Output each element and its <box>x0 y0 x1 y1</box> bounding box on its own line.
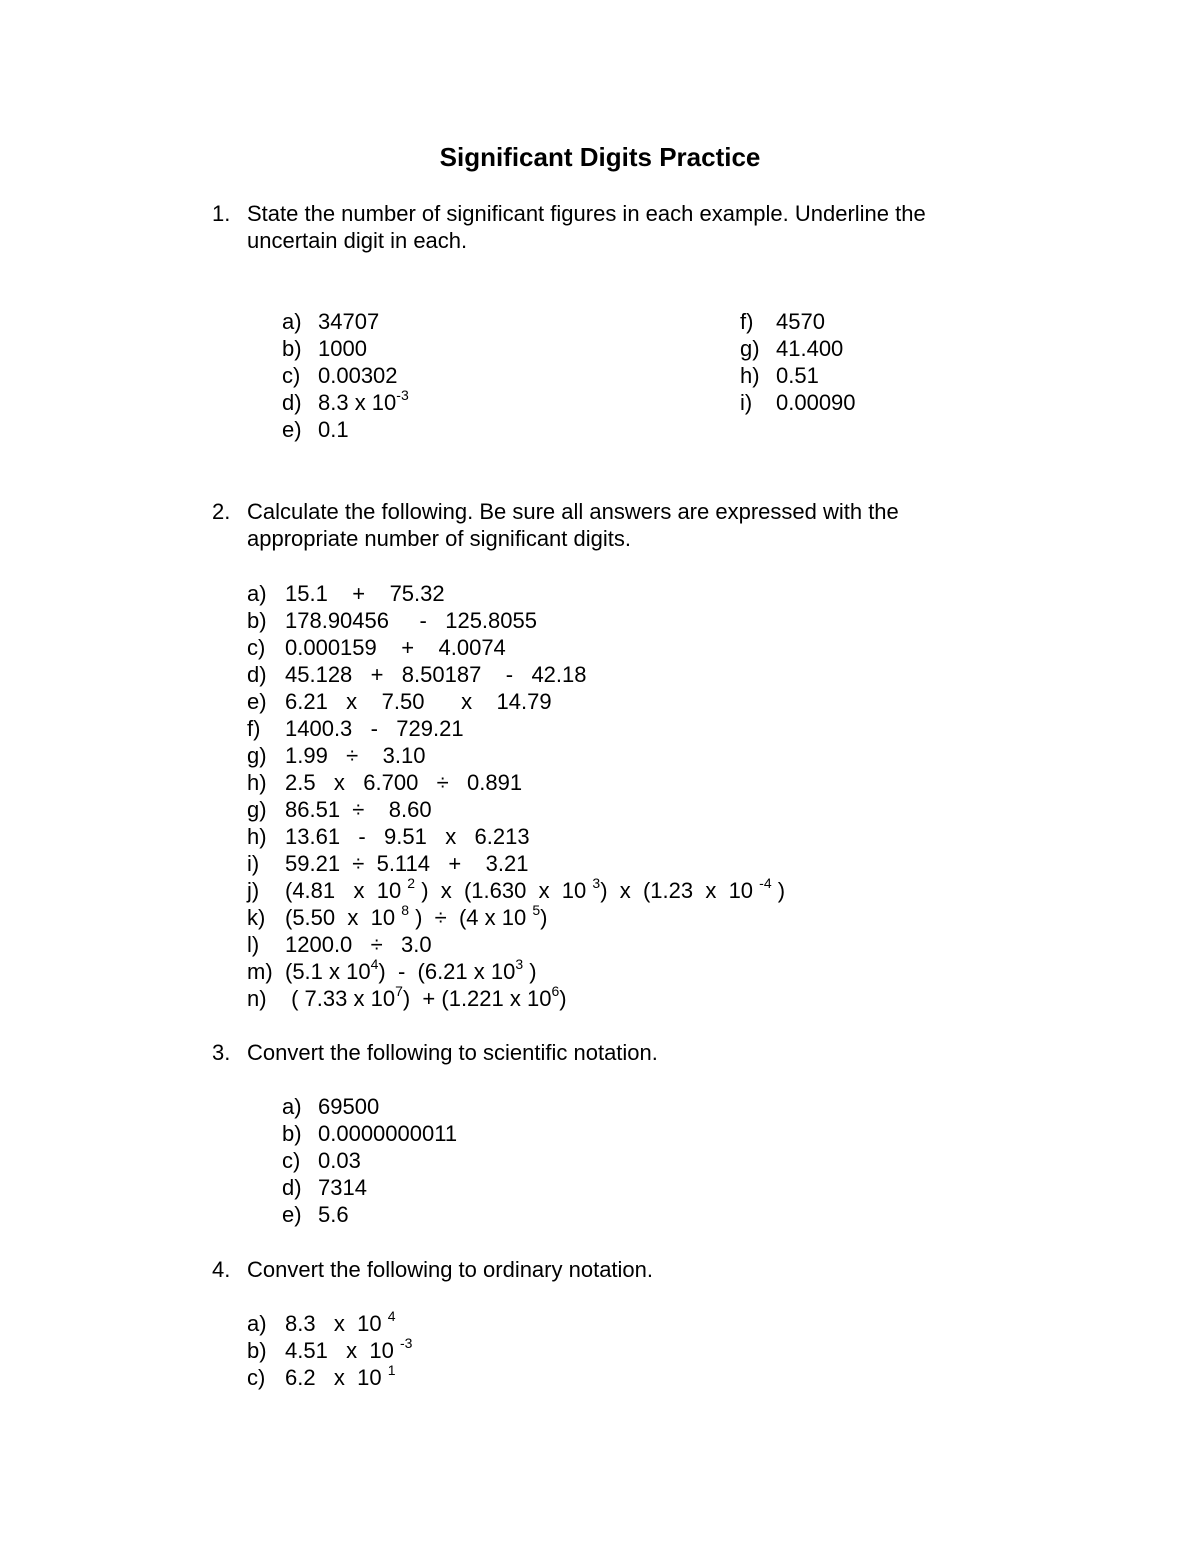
item-expression: 0.0000000011 <box>318 1121 458 1146</box>
list-item <box>247 661 587 688</box>
exponent: 2 <box>407 874 416 891</box>
item-label: e) <box>282 1202 302 1227</box>
list-item <box>247 1334 413 1364</box>
item-label: c) <box>282 1148 301 1173</box>
exponent: 1 <box>387 1361 396 1378</box>
list-item <box>282 335 367 362</box>
list-item <box>282 1093 379 1120</box>
item-expression: 86.51 ÷ 8.60 <box>285 797 432 822</box>
item-expression: (5.1 x $10^4) - (6.21$ x $10^3$ ) <box>285 955 537 984</box>
exponent: -4 <box>759 874 772 891</box>
list-item <box>247 769 522 796</box>
question-text: Convert the following to scientific notation. <box>247 1040 658 1065</box>
exponent: -3 <box>396 386 409 403</box>
item-label: b) <box>282 336 302 361</box>
item-expression: 41.400 <box>776 336 844 361</box>
item-expression: (5.50 x 10 $^8$ ) ÷ (4 x 10 $^5$) <box>285 901 548 930</box>
item-label: i) <box>740 390 753 415</box>
item-expression: 1400.3 - 729.21 <box>285 716 464 741</box>
item-expression: 1.99 ÷ 3.10 <box>285 743 426 768</box>
item-label: h) <box>740 363 760 388</box>
item-label: h) <box>247 770 267 795</box>
list-item <box>740 389 856 416</box>
item-label: d) <box>247 662 267 687</box>
item-expression: 1000 <box>318 336 367 361</box>
item-label: c) <box>282 363 301 388</box>
item-expression: 0.000159 + 4.0074 <box>285 635 506 660</box>
item-label: c) <box>247 1365 266 1390</box>
list-item <box>247 1361 396 1391</box>
item-expression: 8.3 x $10^{-3}$ <box>318 386 409 415</box>
item-expression: 13.61 - 9.51 x 6.213 <box>285 824 530 849</box>
item-label: b) <box>247 1338 267 1363</box>
item-label: j) <box>247 878 260 903</box>
list-item <box>282 308 379 335</box>
list-item <box>247 850 528 877</box>
item-label: h) <box>247 824 267 849</box>
list-item <box>740 335 843 362</box>
question-number: 1. <box>212 201 231 226</box>
item-expression: ( 7.33 x $10^7) + (1.221$ x $10^6$) <box>285 982 567 1011</box>
item-label: g) <box>247 743 267 768</box>
item-expression: 7314 <box>318 1175 367 1200</box>
item-expression: 0.1 <box>318 417 349 442</box>
question-text: Calculate the following. Be sure all answers are expressed with the appropriate number of significant digits. <box>247 499 899 551</box>
item-expression: (4.81 x 10 $^2$ ) x (1.630 x 10 $^3$) x (1.23 x 10 $^{-4}$ ) <box>285 874 786 903</box>
question-number: 2. <box>212 499 231 524</box>
item-label: d) <box>282 390 302 415</box>
item-expression: 0.03 <box>318 1148 361 1173</box>
list-item <box>282 1174 367 1201</box>
item-expression: 45.128 + 8.50187 - 42.18 <box>285 662 587 687</box>
question-number: 3. <box>212 1040 231 1065</box>
exponent: 8 <box>401 901 409 918</box>
exponent: 4 <box>387 1307 396 1324</box>
item-expression: 6.21 x 7.50 x 14.79 <box>285 689 552 714</box>
item-expression: 15.1 + 75.32 <box>285 581 445 606</box>
list-item <box>247 580 445 607</box>
list-item <box>247 796 432 823</box>
item-label: b) <box>282 1121 302 1146</box>
item-label: g) <box>740 336 760 361</box>
list-item <box>740 308 825 335</box>
item-expression: 69500 <box>318 1094 380 1119</box>
list-item <box>282 362 398 389</box>
list-item <box>247 823 530 850</box>
exponent: 4 <box>370 955 379 972</box>
item-expression: 0.51 <box>776 363 819 388</box>
exponent: -3 <box>399 1334 413 1351</box>
exponent: 3 <box>592 874 601 891</box>
list-item <box>247 715 464 742</box>
list-item <box>247 1307 396 1337</box>
list-item <box>282 416 349 443</box>
item-expression: 34707 <box>318 309 380 334</box>
list-item <box>282 1201 349 1228</box>
item-expression: 0.00090 <box>776 390 856 415</box>
item-expression: 2.5 x 6.700 ÷ 0.891 <box>285 770 523 795</box>
list-item <box>282 1120 457 1147</box>
list-item <box>282 1147 361 1174</box>
exponent: 5 <box>532 901 541 918</box>
item-label: i) <box>247 851 260 876</box>
item-expression: 1200.0 ÷ 3.0 <box>285 932 432 957</box>
exponent: 7 <box>395 982 403 999</box>
question-text: Convert the following to ordinary notation. <box>247 1257 654 1282</box>
item-label: e) <box>282 417 302 442</box>
item-expression: 6.2 x 10 $^1$ <box>285 1361 396 1390</box>
exponent: 6 <box>551 982 560 999</box>
exponent: 3 <box>515 955 524 972</box>
item-label: g) <box>247 797 267 822</box>
item-label: b) <box>247 608 267 633</box>
list-item <box>247 901 548 931</box>
item-label: m) <box>247 959 273 984</box>
list-item <box>247 688 552 715</box>
page-title: Significant Digits Practice <box>439 142 761 172</box>
list-item <box>247 742 426 769</box>
item-expression: 178.90456 - 125.8055 <box>285 608 537 633</box>
item-label: d) <box>282 1175 302 1200</box>
item-label: f) <box>247 716 261 741</box>
item-expression: 4570 <box>776 309 825 334</box>
list-item <box>247 634 506 661</box>
question-number: 4. <box>212 1257 231 1282</box>
item-label: e) <box>247 689 267 714</box>
item-label: a) <box>247 581 267 606</box>
item-expression: 4.51 x 10 $^{-3}$ <box>285 1334 413 1363</box>
item-expression: 8.3 x 10 $^4$ <box>285 1307 396 1336</box>
item-label: a) <box>282 1094 302 1119</box>
list-item <box>247 982 567 1012</box>
item-expression: 0.00302 <box>318 363 398 388</box>
item-expression: 5.6 <box>318 1202 349 1227</box>
list-item <box>282 386 409 416</box>
item-label: a) <box>282 309 302 334</box>
item-label: c) <box>247 635 266 660</box>
list-item <box>740 362 819 389</box>
item-label: n) <box>247 986 267 1011</box>
item-label: l) <box>247 932 260 957</box>
item-expression: 59.21 ÷ 5.114 + 3.21 <box>285 851 529 876</box>
list-item <box>247 931 432 958</box>
list-item <box>247 607 537 634</box>
item-label: k) <box>247 905 266 930</box>
list-item <box>247 874 786 904</box>
list-item <box>247 955 537 985</box>
item-label: f) <box>740 309 754 334</box>
question-text: State the number of significant figures in each example. Underline the uncertain digit in each. <box>247 201 926 253</box>
item-label: a) <box>247 1311 267 1336</box>
